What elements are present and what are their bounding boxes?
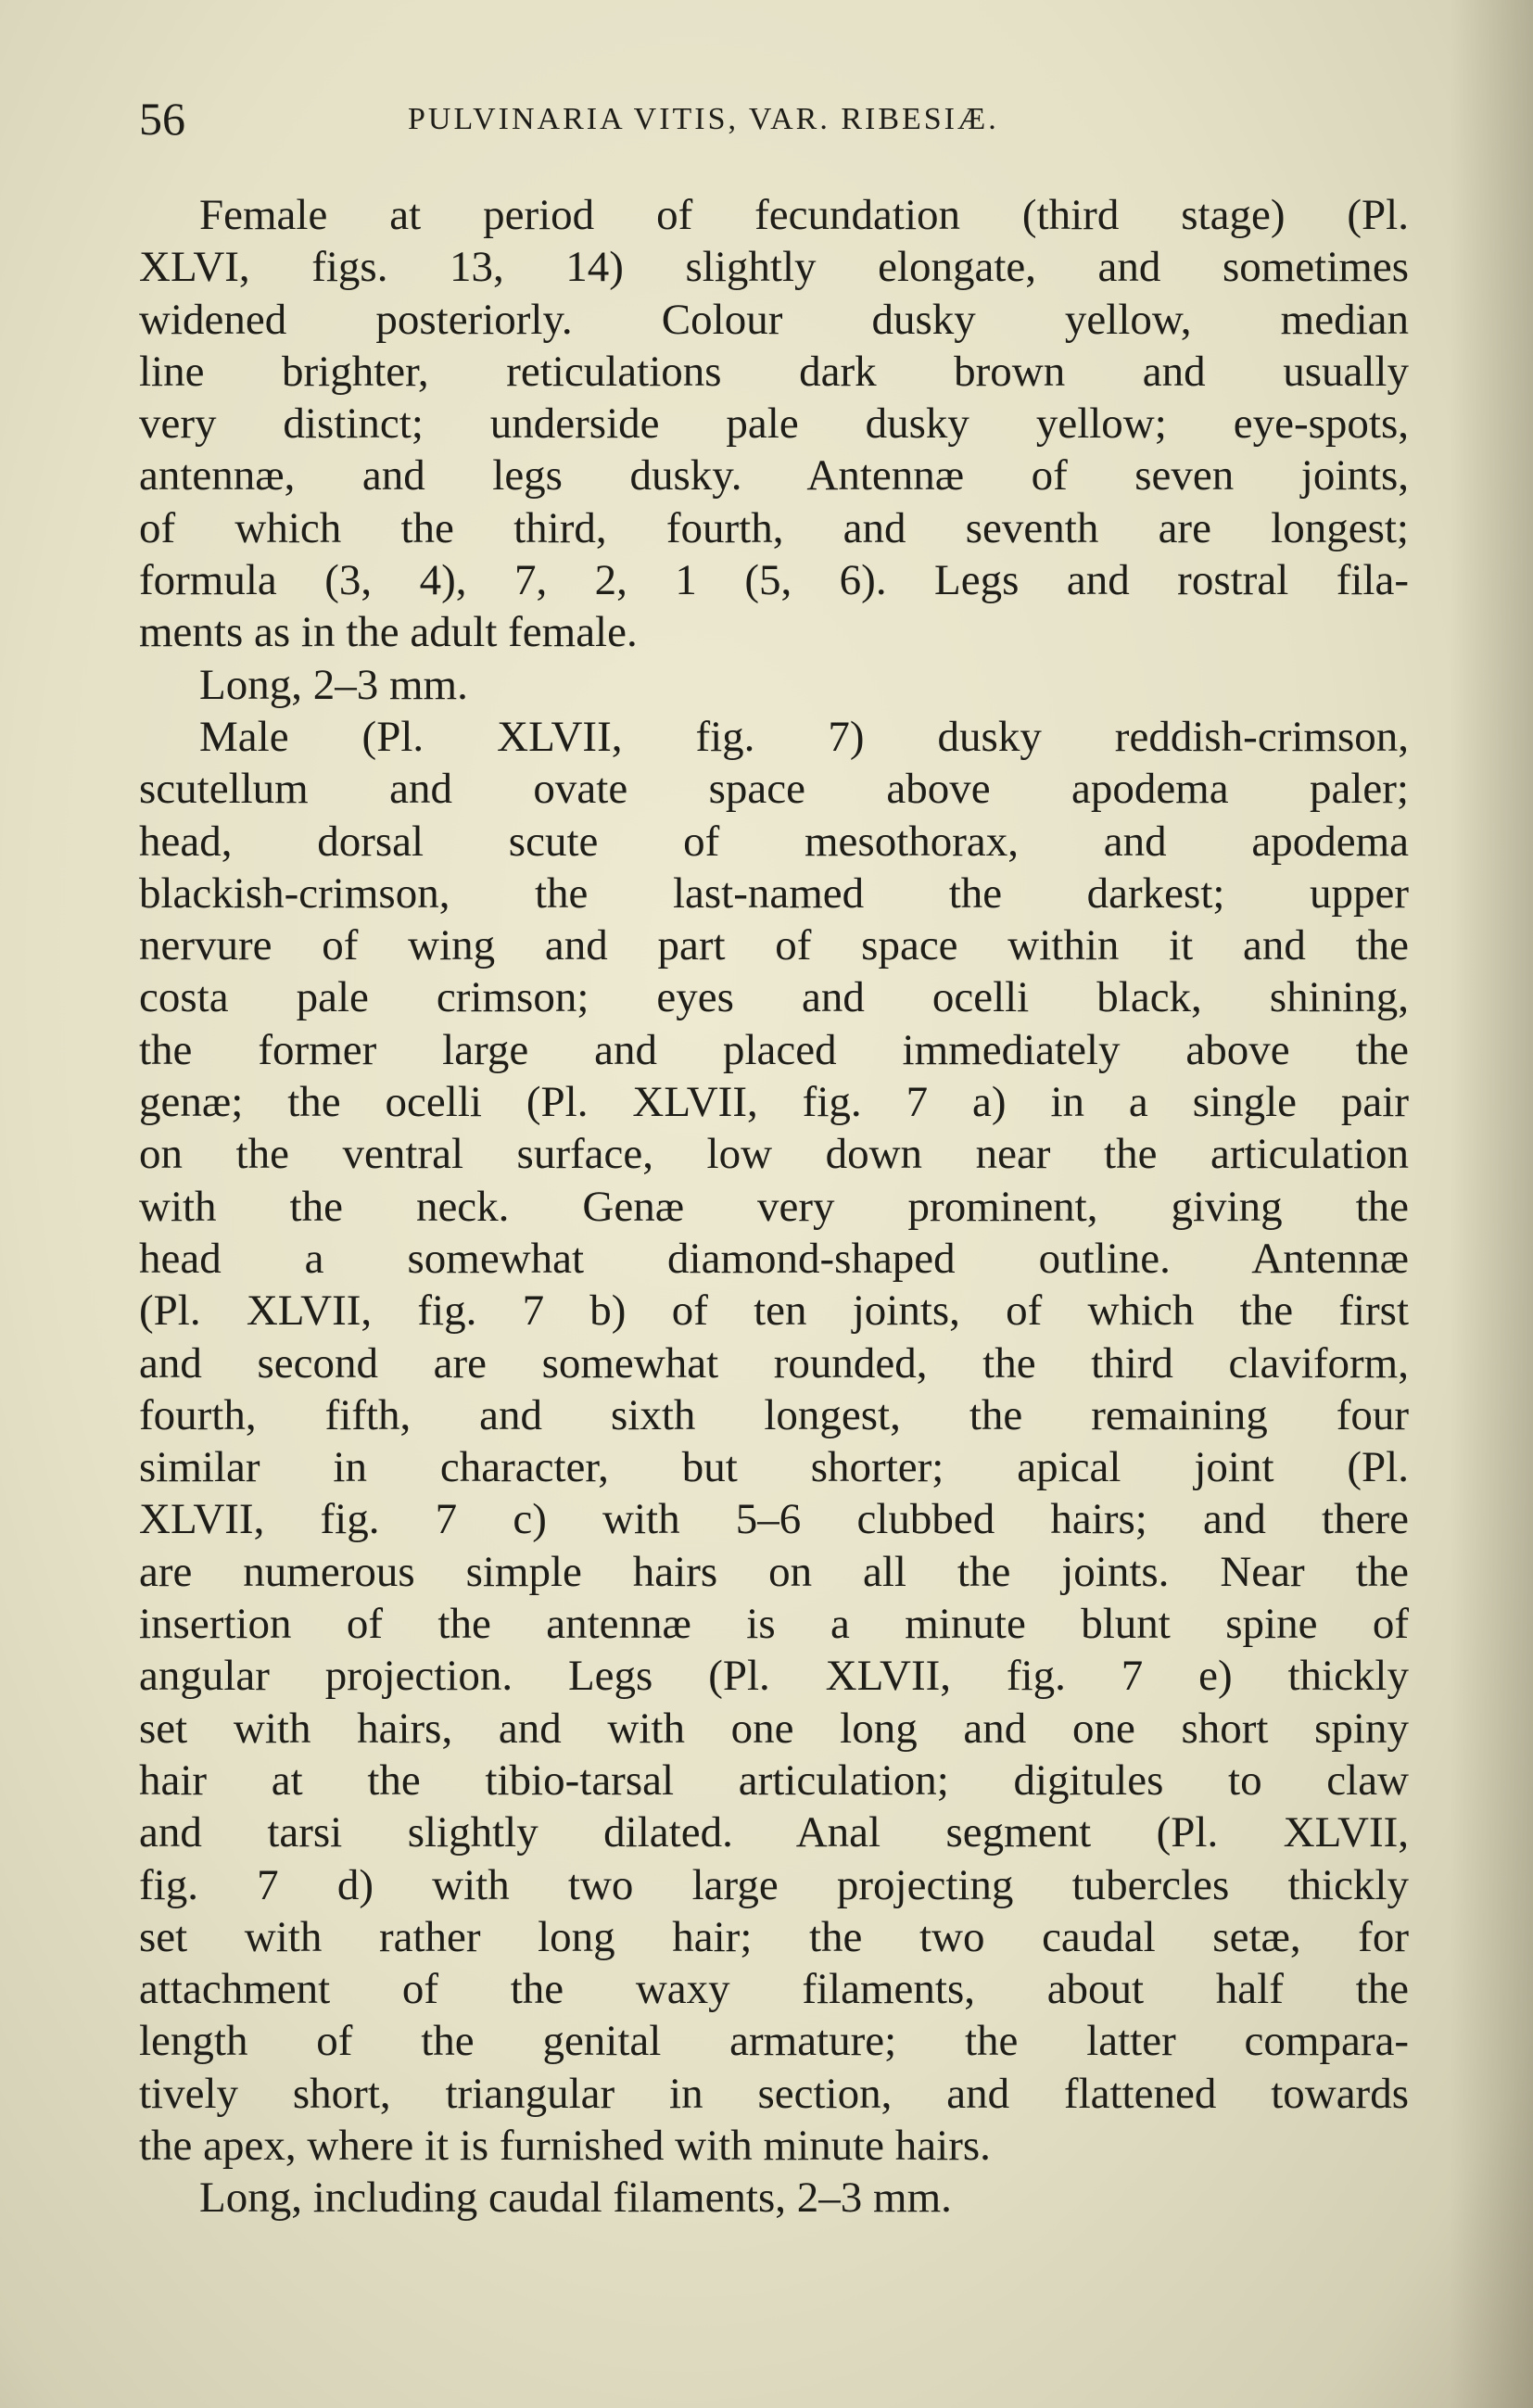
text-line: head a somewhat diamond-shaped outline. Antennæ: [139, 1234, 1409, 1283]
text-line: Long, 2–3 mm.: [199, 660, 468, 709]
text-line: hair at the tibio-tarsal articulation; digitules to claw: [139, 1755, 1409, 1805]
text-line: are numerous simple hairs on all the joints. Near the: [139, 1547, 1409, 1596]
text-line: Female at period of fecundation (third stage) (Pl.: [199, 191, 1409, 239]
text-line: insertion of the antennæ is a minute blunt spine of: [139, 1600, 1409, 1649]
text-line: scutellum and ovate space above apodema paler;: [139, 765, 1409, 814]
text-line: costa pale crimson; eyes and ocelli black, shining,: [139, 973, 1409, 1022]
body-text: [139, 189, 1409, 2224]
text-line: attachment of the waxy filaments, about half the: [139, 1965, 1409, 2014]
text-line: line brighter, reticulations dark brown and usually: [139, 347, 1409, 396]
page-edge-shadow: [1450, 0, 1533, 2408]
text-line: blackish-crimson, the last-named the darkest; upper: [139, 868, 1409, 918]
text-line: angular projection. Legs (Pl. XLVII, fig. 7 e) thickly: [139, 1652, 1409, 1701]
text-line: very distinct; underside pale dusky yellow; eye-spots,: [139, 399, 1409, 449]
text-line: fig. 7 d) with two large projecting tubercles thickly: [139, 1860, 1409, 1909]
text-line: Long, including caudal filaments, 2–3 mm.: [199, 2174, 952, 2223]
text-line: similar in character, but shorter; apical joint (Pl.: [139, 1443, 1409, 1492]
text-line: head, dorsal scute of mesothorax, and apodema: [139, 817, 1409, 866]
text-line: set with hairs, and with one long and one short spiny: [139, 1704, 1409, 1753]
text-line: formula (3, 4), 7, 2, 1 (5, 6). Legs and rostral fila-: [139, 556, 1409, 605]
text-line: fourth, fifth, and sixth longest, the remaining four: [139, 1390, 1409, 1439]
text-line: XLVI, figs. 13, 14) slightly elongate, and sometimes: [139, 243, 1409, 292]
text-line: and second are somewhat rounded, the third claviform,: [139, 1338, 1409, 1388]
text-line: the former large and placed immediately above the: [139, 1025, 1409, 1074]
text-line: with the neck. Genæ very prominent, giving the: [139, 1182, 1409, 1231]
text-line: of which the third, fourth, and seventh are longest;: [139, 503, 1409, 552]
page-header: [139, 91, 1409, 146]
text-line: widened posteriorly. Colour dusky yellow, median: [139, 295, 1409, 344]
text-line: the apex, where it is furnished with minute hairs.: [139, 2121, 991, 2170]
page-number: 56: [139, 93, 185, 145]
text-line: antennæ, and legs dusky. Antennæ of seven joints,: [139, 451, 1409, 501]
text-line: and tarsi slightly dilated. Anal segment (Pl. XLVII,: [139, 1808, 1409, 1857]
text-line: genæ; the ocelli (Pl. XLVII, fig. 7 a) in a single pair: [139, 1078, 1409, 1127]
text-line: XLVII, fig. 7 c) with 5–6 clubbed hairs; and there: [139, 1495, 1409, 1544]
text-line: tively short, triangular in section, and flattened towards: [139, 2069, 1409, 2118]
text-line: (Pl. XLVII, fig. 7 b) of ten joints, of which the first: [139, 1286, 1409, 1336]
text-line: set with rather long hair; the two caudal setæ, for: [139, 1912, 1409, 1961]
text-line: Male (Pl. XLVII, fig. 7) dusky reddish-crimson,: [199, 712, 1409, 761]
running-title: PULVINARIA VITIS, VAR. RIBESIÆ.: [408, 102, 999, 136]
text-line: ments as in the adult female.: [139, 608, 638, 657]
text-line: length of the genital armature; the latter compara-: [139, 2017, 1409, 2066]
text-line: on the ventral surface, low down near the articulation: [139, 1130, 1409, 1179]
text-line: nervure of wing and part of space within it and the: [139, 921, 1409, 970]
